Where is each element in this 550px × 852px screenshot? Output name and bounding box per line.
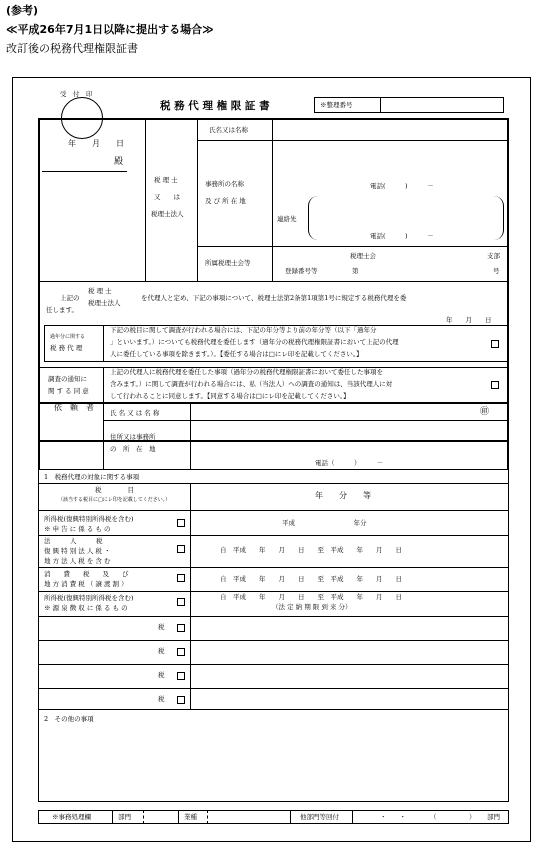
client-top: [38, 402, 509, 404]
tax-head: 税 目: [95, 486, 134, 494]
agent-bottom-line: [38, 281, 509, 282]
footer-industry: 業種: [184, 813, 197, 821]
zei4-checkbox[interactable]: [177, 696, 185, 704]
reg-dai: 第: [352, 267, 359, 275]
office-label-1: 事務所の名称: [205, 180, 244, 188]
date-underline: [42, 171, 127, 172]
past-text-3: 人に委任している事項を除きます。）。【委任する場合は□にレ印を記載してください。】: [110, 350, 363, 358]
row2-period: 自 平成 年 月 日 至 平成 年 月 日: [220, 546, 402, 554]
reg-no-sep: [380, 97, 381, 113]
assoc-shibu: 支部: [487, 252, 500, 260]
client-addr-sep2: [190, 420, 191, 470]
footer-dept: 部門: [118, 813, 131, 821]
tax-head-note: （該当する税目に□にレ印を記載してください。）: [58, 497, 171, 503]
client-addr-sep: [103, 420, 104, 470]
past-label-2: 税 務 代 理: [50, 344, 83, 352]
agent-type-2: 又 は: [154, 193, 180, 201]
row3-l2: 地 方 消 費 税 （ 譲 渡 割 ）: [44, 580, 128, 588]
row2-l1: 法 人 税: [44, 537, 103, 545]
name-row-line: [197, 140, 509, 141]
footer-other: 他部門等回付: [300, 813, 339, 821]
notice-text-1: 上記の代理人に税務代理を委任した事項（過年分の税務代理権限証書において委任した事項を: [110, 368, 383, 376]
row4-line: [38, 616, 509, 617]
intro-line2: 任します。: [46, 306, 78, 314]
head-line: [38, 510, 509, 511]
row1-line: [38, 535, 509, 536]
date-label: 年 月 日: [68, 139, 124, 148]
reg-go: 号: [493, 267, 500, 275]
zei3-checkbox[interactable]: [177, 672, 185, 680]
reg-no-label: ※整理番号: [320, 101, 353, 109]
footer-sep3: [290, 810, 291, 824]
period-head: 年 分 等: [315, 491, 371, 500]
stamp-label: 受 付 印: [60, 90, 93, 98]
notice-checkbox[interactable]: [491, 381, 499, 389]
agent-col-left: [145, 118, 146, 281]
ref-label: (参考): [6, 4, 39, 17]
row2-checkbox[interactable]: [177, 545, 185, 553]
row3-checkbox[interactable]: [177, 574, 185, 582]
notice-text-3: して行われることに同意します。【同意する場合は□にレ印を記載してください。】: [110, 392, 350, 400]
row1-period: 平成 年分: [282, 519, 367, 527]
row2-line: [38, 567, 509, 568]
sec1-title-line: [38, 483, 509, 484]
intro-post: を代理人と定め、下記の事項について、税理士法第2条第1項第1号に規定する税務代理を委: [141, 294, 407, 302]
footer-dash1: [143, 810, 144, 824]
row1-checkbox[interactable]: [177, 519, 185, 527]
row1-l2: ※ 申 告 に 係 る も の: [44, 525, 111, 533]
zei-4: 税: [158, 695, 165, 703]
past-text-2: 」といいます。）についても税務代理を委任します（過年分の税務代理権限証書において上記の代理: [110, 338, 399, 346]
zei-1: 税: [158, 623, 165, 631]
zei2-checkbox[interactable]: [177, 648, 185, 656]
footer-office-label: ※事務処理欄: [52, 813, 91, 821]
sec2-box: [38, 710, 509, 802]
row3-line: [38, 591, 509, 592]
tax-col-sep: [190, 483, 191, 710]
intro-date: 年 月 日: [446, 316, 492, 324]
sec1-title: 1 税務代理の対象に関する事項: [44, 473, 140, 481]
contact-tel: 電話( ) －: [370, 232, 434, 240]
footer-dots: ・ ・: [380, 813, 406, 821]
dono-label: 殿: [114, 157, 124, 167]
assoc-kai: 税理士会: [350, 252, 376, 260]
footer-dept2: 部門: [487, 813, 500, 821]
row2-l3: 地 方 法 人 税 を 含 む: [44, 557, 111, 565]
assoc-row-line: [197, 246, 509, 247]
past-label-1: 過年分に関する: [50, 334, 86, 340]
row2-l2: 復 興 特 別 法 人 税 ・: [44, 547, 111, 555]
agent-col-value: [272, 118, 273, 281]
rule-label: ≪平成26年7月1日以降に提出する場合≫: [6, 23, 214, 36]
name-label: 氏名又は名称: [209, 126, 248, 134]
zei1-checkbox[interactable]: [177, 624, 185, 632]
client-name-label: 氏 名 又 は 名 称: [110, 409, 160, 417]
client-addr-label-2: の 所 在 地: [110, 445, 156, 453]
row4-l1: 所得税(復興特別所得税を含む): [44, 594, 134, 602]
row4-period2: （法 定 納 期 限 到 来 分）: [272, 603, 352, 611]
footer-sep4: [352, 810, 353, 824]
notice-text-2: 含みます。）に関して調査が行われる場合には、私（当法人）への調査の通知は、当該代理人に対: [110, 380, 393, 388]
assoc-label: 所属税理士会等: [205, 259, 251, 267]
agent-type-3: 税理士法人: [151, 210, 184, 218]
past-text-1: 下記の税目に関して調査が行われる場合には、下記の年分等より前の年分等（以下「過年分: [110, 326, 377, 334]
office-tel: 電話( ) －: [370, 182, 434, 190]
reg-label: 登録番号等: [285, 267, 318, 275]
zei1-line: [38, 640, 509, 641]
sec1-box: [38, 470, 509, 710]
client-seal: ㊞: [480, 407, 490, 417]
intro-agent-1: 税 理 士: [88, 287, 112, 295]
intro-pre: 上記の: [60, 294, 80, 302]
zei-2: 税: [158, 647, 165, 655]
agent-col-right: [197, 118, 198, 281]
office-label-2: 及 び 所 在 地: [205, 197, 246, 205]
footer-sep2: [178, 810, 179, 824]
client-addr-box: [38, 420, 509, 470]
agent-type-1: 税 理 士: [154, 176, 178, 184]
past-sep: [103, 325, 104, 362]
notice-label-1: 調査の通知に: [48, 375, 87, 383]
row1-l1: 所得税(復興特別所得税を含む): [44, 515, 134, 523]
row4-period: 自 平成 年 月 日 至 平成 年 月 日: [220, 593, 402, 601]
notice-label-2: 関 す る 同 意: [48, 387, 89, 395]
contact-label: 連絡先: [277, 215, 297, 223]
zei2-line: [38, 664, 509, 665]
past-checkbox[interactable]: [491, 340, 499, 348]
client-tel: 電話（ ） －: [315, 459, 384, 467]
zei3-line: [38, 688, 509, 689]
intro-agent-2: 税理士法人: [88, 299, 121, 307]
footer-dash2: [207, 810, 208, 824]
row4-checkbox[interactable]: [177, 598, 185, 606]
sec2-title: 2 その他の事項: [44, 715, 94, 723]
row4-l2: ※ 源 泉 徴 収 に 係 る も の: [44, 604, 128, 612]
notice-sep: [103, 367, 104, 402]
form-title: 税 務 代 理 権 限 証 書: [160, 100, 270, 112]
row3-l1: 消 費 税 及 び: [44, 570, 129, 578]
row3-period: 自 平成 年 月 日 至 平成 年 月 日: [220, 575, 402, 583]
zei-3: 税: [158, 671, 165, 679]
client-label: 依 頼 者: [54, 403, 94, 412]
footer-paren: （ ）: [430, 813, 476, 821]
client-addr-label-1: 住所又は事務所: [110, 433, 156, 441]
doc-title: 改訂後の税務代理権限証書: [6, 42, 138, 55]
footer-sep1: [112, 810, 113, 824]
